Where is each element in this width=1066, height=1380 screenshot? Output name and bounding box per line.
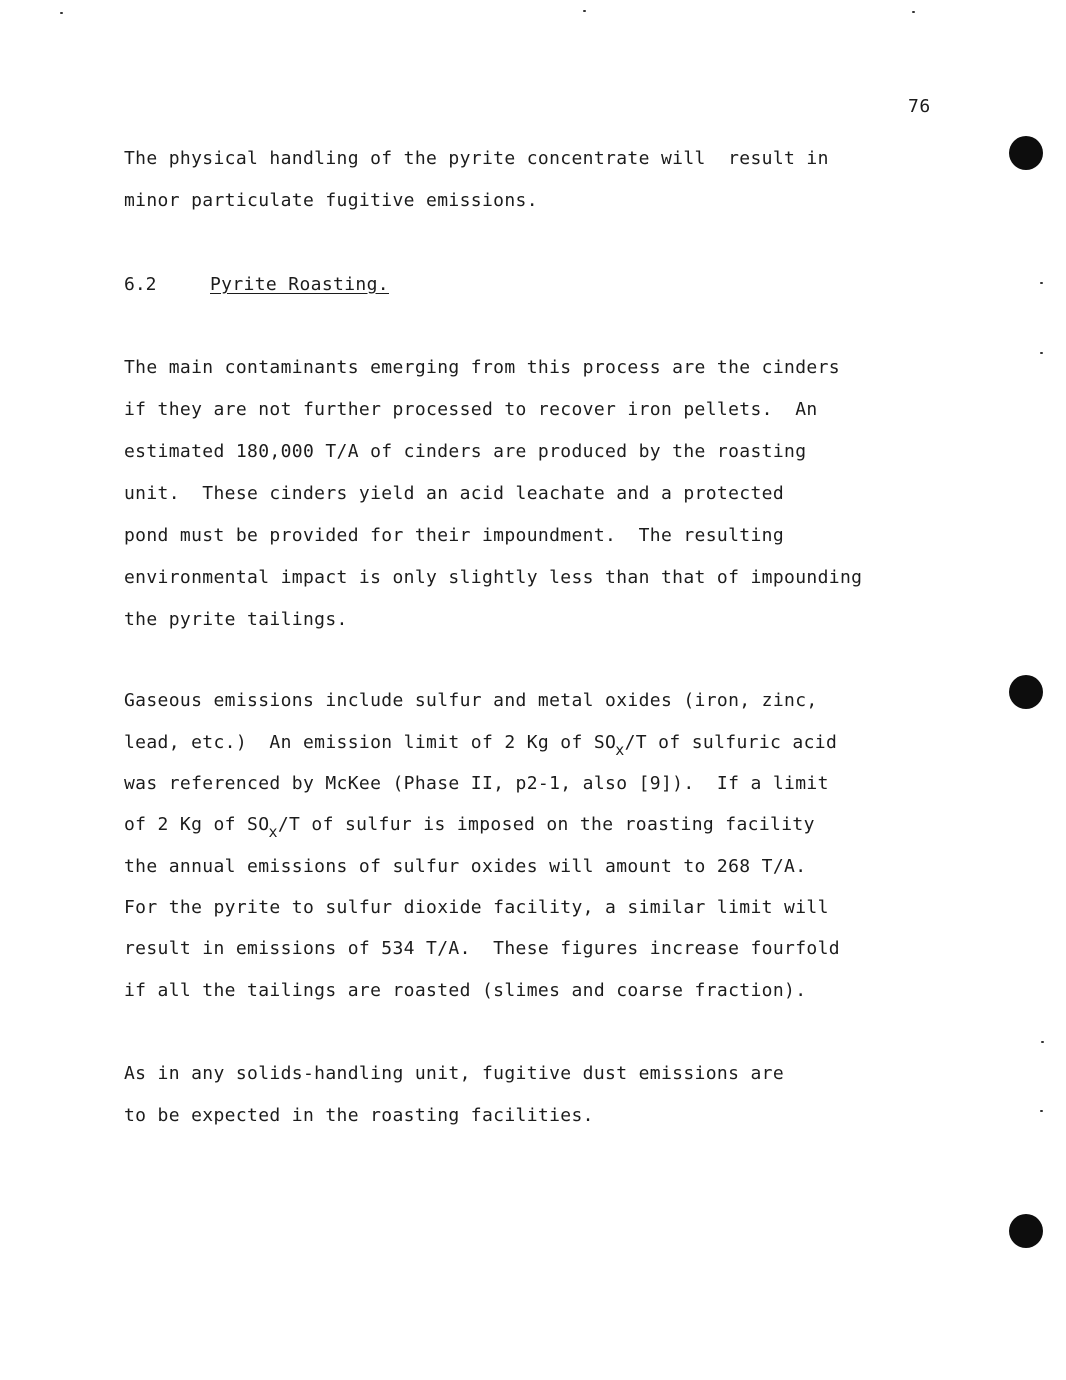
paragraph2-line-1: Gaseous emissions include sulfur and metal oxides (iron, zinc, — [124, 690, 818, 711]
paragraph1-line-4: unit. These cinders yield an acid leachate and a protected — [124, 483, 785, 504]
scan-speck — [1040, 1110, 1043, 1112]
paragraph1-line-6: environmental impact is only slightly less than that of impounding — [124, 567, 863, 588]
paragraph2-line-8: if all the tailings are roasted (slimes and coarse fraction). — [124, 980, 807, 1001]
subscript-x: x — [615, 741, 625, 759]
paragraph2-line-4-text-b: /T of sulfur is imposed on the roasting facility — [277, 814, 815, 835]
section-title: Pyrite Roasting. — [210, 274, 389, 295]
paragraph2-line-5: the annual emissions of sulfur oxides will amount to 268 T/A. — [124, 856, 807, 877]
scan-speck — [1040, 282, 1043, 284]
intro-line-2: minor particulate fugitive emissions. — [124, 190, 538, 211]
punch-hole — [1009, 675, 1043, 709]
paragraph3-line-2: to be expected in the roasting facilities. — [124, 1105, 594, 1126]
scan-speck — [912, 11, 915, 13]
punch-hole — [1009, 1214, 1043, 1248]
paragraph2-line-7: result in emissions of 534 T/A. These figures increase fourfold — [124, 938, 840, 959]
paragraph2-line-4 — [124, 814, 815, 841]
paragraph3-line-1: As in any solids-handling unit, fugitive dust emissions are — [124, 1063, 785, 1084]
paragraph2-line-6: For the pyrite to sulfur dioxide facility, a similar limit will — [124, 897, 829, 918]
punch-hole — [1009, 136, 1043, 170]
paragraph2-line-2 — [124, 732, 838, 759]
paragraph2-line-2-text-a: lead, etc.) An emission limit of 2 Kg of SO — [124, 732, 617, 753]
paragraph1-line-2: if they are not further processed to recover iron pellets. An — [124, 399, 818, 420]
paragraph1-line-1: The main contaminants emerging from this process are the cinders — [124, 357, 840, 378]
paragraph2-line-3: was referenced by McKee (Phase II, p2-1, also [9]). If a limit — [124, 773, 829, 794]
paragraph1-line-7: the pyrite tailings. — [124, 609, 348, 630]
paragraph1-line-5: pond must be provided for their impoundment. The resulting — [124, 525, 785, 546]
paragraph2-line-2-text-b: /T of sulfuric acid — [624, 732, 838, 753]
paragraph1-line-3: estimated 180,000 T/A of cinders are produced by the roasting — [124, 441, 807, 462]
paragraph2-line-4-text-a: of 2 Kg of SO — [124, 814, 270, 835]
scan-speck — [60, 12, 63, 14]
intro-line-1: The physical handling of the pyrite concentrate will result in — [124, 148, 829, 169]
scan-speck — [1041, 1041, 1044, 1043]
scan-speck — [1040, 352, 1043, 354]
scan-speck — [583, 10, 586, 12]
section-number: 6.2 — [124, 274, 157, 295]
page-number: 76 — [908, 96, 931, 117]
subscript-x: x — [268, 823, 278, 841]
